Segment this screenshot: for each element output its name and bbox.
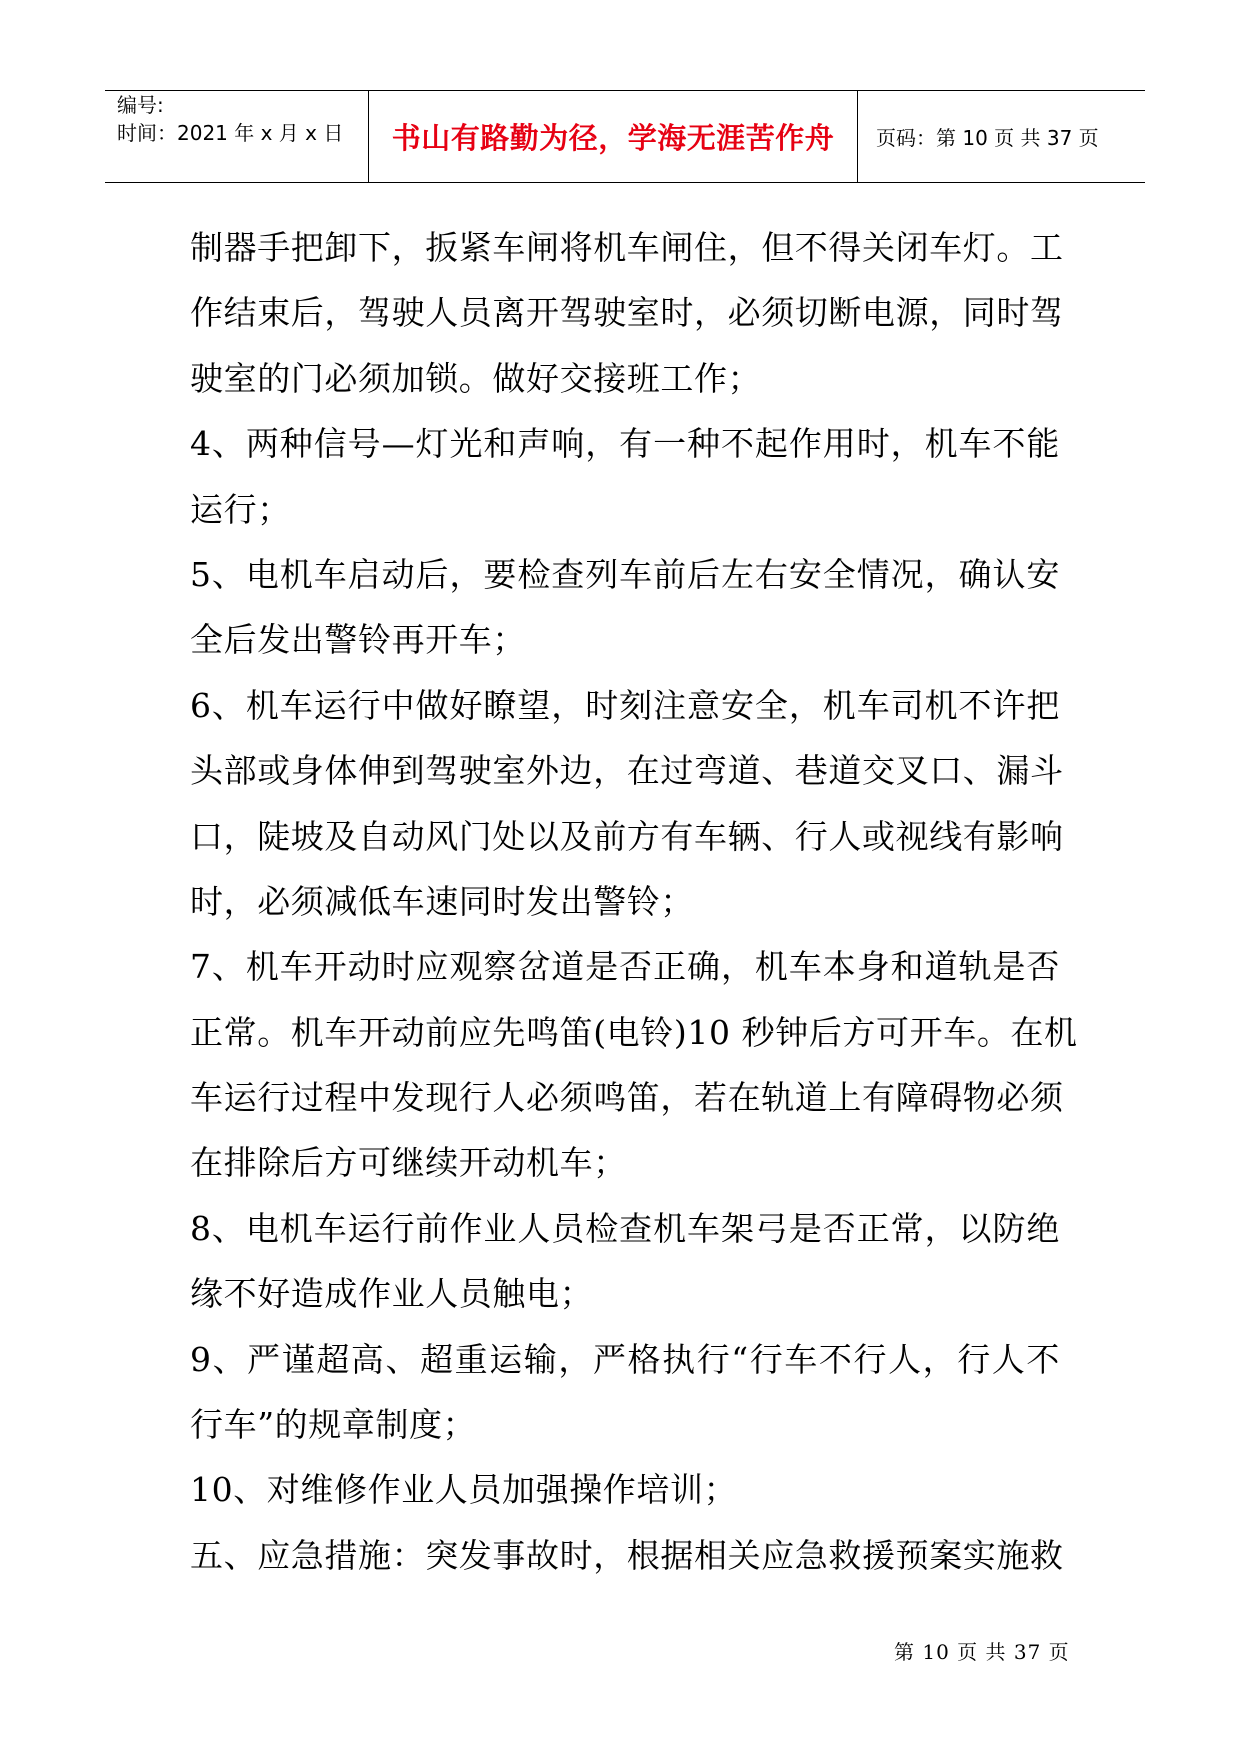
header-motto: 书山有路勤为径，学海无涯苦作舟 <box>391 121 835 155</box>
body-line: 五、应急措施：突发事故时，根据相关应急救援预案实施救 <box>190 1535 1064 1575</box>
body-line: 车运行过程中发现行人必须鸣笛，若在轨道上有障碍物必须 <box>190 1078 1064 1118</box>
body-line: 口，陡坡及自动风门处以及前方有车辆、行人或视线有影响 <box>190 816 1064 856</box>
body-line: 作结束后，驾驶人员离开驾驶室时，必须切断电源，同时驾 <box>190 293 1064 333</box>
body-line: 4、两种信号—灯光和声响，有一种不起作用时，机车不能 <box>190 424 1060 464</box>
body-line: 头部或身体伸到驾驶室外边，在过弯道、巷道交叉口、漏斗 <box>190 751 1064 791</box>
document-code-label: 编号: <box>117 93 164 117</box>
body-line: 7、机车开动时应观察岔道是否正确，机车本身和道轨是否 <box>190 947 1060 987</box>
body-line: 5、电机车启动后，要检查列车前后左右安全情况，确认安 <box>190 554 1060 594</box>
body-line: 9、严谨超高、超重运输，严格执行“行车不行人，行人不 <box>190 1339 1060 1379</box>
body-line: 10、对维修作业人员加强操作培训； <box>190 1470 738 1510</box>
body-line: 时，必须减低车速同时发出警铃； <box>190 881 694 921</box>
body-line: 行车”的规章制度； <box>190 1405 477 1445</box>
header-page-cell <box>858 91 1145 182</box>
body-line: 在排除后方可继续开动机车； <box>190 1143 627 1183</box>
body-line: 驶室的门必须加锁。做好交接班工作； <box>190 358 762 398</box>
body-line: 制器手把卸下，扳紧车闸将机车闸住，但不得关闭车灯。工 <box>190 228 1064 267</box>
body-line: 6、机车运行中做好瞭望，时刻注意安全，机车司机不许把 <box>190 685 1060 725</box>
body-line: 运行； <box>190 489 291 529</box>
page-header <box>105 90 1145 183</box>
body-line: 8、电机车运行前作业人员检查机车架弓是否正常，以防绝 <box>190 1208 1060 1248</box>
body-line: 正常。机车开动前应先鸣笛(电铃)10 秒钟后方可开车。在机 <box>190 1012 1078 1052</box>
document-date-label: 时间：2021 年 x 月 x 日 <box>117 121 344 145</box>
body-line: 全后发出警铃再开车； <box>190 620 526 660</box>
document-body <box>190 215 1078 1588</box>
header-motto-cell <box>369 91 858 182</box>
page-footer-number: 第 10 页 共 37 页 <box>894 1640 1070 1664</box>
header-meta-cell <box>105 91 369 182</box>
header-page-info: 页码：第 10 页 共 37 页 <box>876 126 1099 150</box>
body-line: 缘不好造成作业人员触电； <box>190 1274 594 1314</box>
